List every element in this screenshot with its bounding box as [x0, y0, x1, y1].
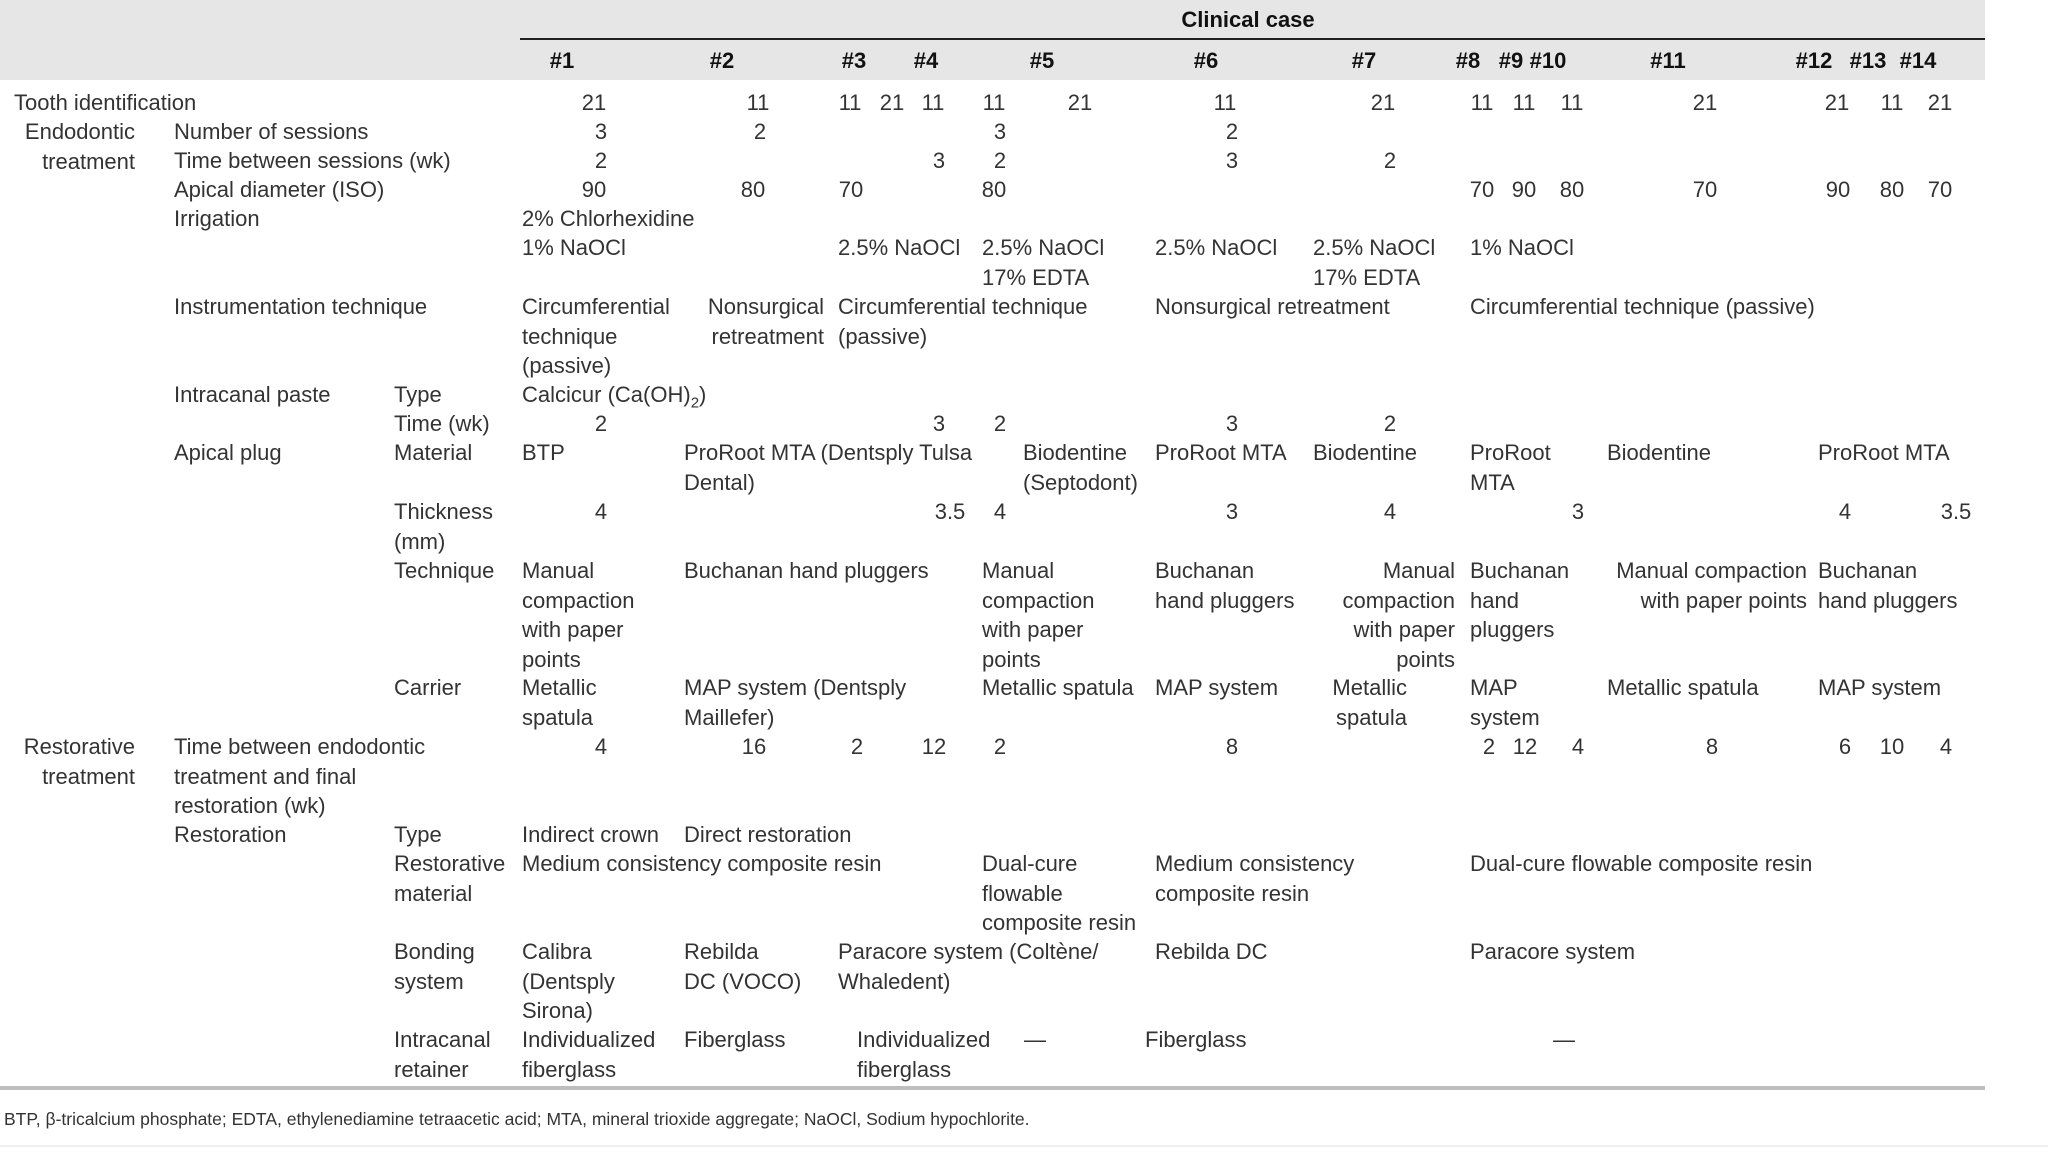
apical-diameter-value: 80	[981, 177, 1007, 202]
paste-time-value: 2	[594, 411, 608, 436]
row-label-number-of-sessions: Number of sessions	[174, 119, 369, 144]
retainer-case-5: —	[1024, 1027, 1046, 1052]
plug-carrier-case-11: Metallic spatula	[1607, 675, 1759, 700]
row-label-plug-thickness: Thickness (mm)	[394, 499, 494, 554]
bonding-system-case-8: Paracore system	[1470, 939, 1636, 964]
case-header-10: #10	[1529, 48, 1567, 73]
apical-diameter-value: 70	[1469, 177, 1495, 202]
tooth-id: 21	[1067, 90, 1093, 115]
bonding-system-case-6: Rebilda DC	[1155, 939, 1268, 964]
plug-thickness-value: 3	[1225, 499, 1239, 524]
irrigation-naocl-edta: 2.5% NaOCl 17% EDTA	[1313, 235, 1436, 290]
instrumentation-case-8: Circumferential technique (passive)	[1470, 294, 1815, 319]
plug-thickness-value: 4	[993, 499, 1007, 524]
plug-carrier-case-2: MAP system (Dentsply Maillefer)	[684, 675, 907, 730]
tooth-id: 11	[1560, 90, 1584, 115]
time-between-sessions-value: 2	[1383, 148, 1397, 173]
time-between-sessions-value: 3	[932, 148, 946, 173]
instrumentation-case-2: Nonsurgical retreatment	[707, 294, 824, 349]
plug-thickness-value: 4	[1383, 499, 1397, 524]
case-header-4: #4	[913, 48, 939, 73]
instrumentation-case-1: Circumferential technique (passive)	[522, 294, 670, 378]
row-label-apical-plug: Apical plug	[174, 440, 282, 465]
row-label-paste-time: Time (wk)	[394, 411, 490, 436]
row-label-restorative-treatment: Restorative treatment	[23, 734, 135, 789]
tooth-id: 11	[746, 90, 770, 115]
case-header-12: #12	[1795, 48, 1833, 73]
header-rule	[520, 38, 1985, 40]
case-header-1: #1	[549, 48, 575, 73]
tooth-id: 21	[1370, 90, 1396, 115]
case-header-2: #2	[709, 48, 735, 73]
plug-thickness-value: 4	[594, 499, 608, 524]
plug-material-case-12: ProRoot MTA	[1818, 440, 1950, 465]
tooth-id: 11	[1512, 90, 1536, 115]
retainer-case-2: Fiberglass	[684, 1027, 786, 1052]
tooth-id: 11	[838, 90, 862, 115]
restorative-material-case-1: Medium consistency composite resin	[522, 851, 882, 876]
irrigation-naocl-2-5pct: 2.5% NaOCl	[1155, 235, 1278, 260]
apical-diameter-value: 70	[1692, 177, 1718, 202]
paste-time-value: 3	[1225, 411, 1239, 436]
restorative-material-case-8: Dual-cure flowable composite resin	[1470, 851, 1813, 876]
retainer-case-6: Fiberglass	[1145, 1027, 1247, 1052]
case-header-6: #6	[1193, 48, 1219, 73]
apical-diameter-value: 90	[1825, 177, 1851, 202]
row-label-apical-diameter: Apical diameter (ISO)	[174, 177, 385, 202]
time-to-restoration-value: 8	[1705, 734, 1719, 759]
row-label-restoration: Restoration	[174, 822, 287, 847]
time-between-sessions-value: 3	[1225, 148, 1239, 173]
plug-thickness-value: 3.5	[934, 499, 966, 524]
row-label-time-between-sessions: Time between sessions (wk)	[174, 148, 451, 173]
paste-type-subscript: 2	[690, 394, 700, 412]
apical-diameter-value: 90	[581, 177, 607, 202]
time-to-restoration-value: 6	[1838, 734, 1852, 759]
paste-time-value: 2	[1383, 411, 1397, 436]
tooth-id: 11	[921, 90, 945, 115]
plug-technique-case-6: Buchanan hand pluggers	[1155, 558, 1295, 613]
irrigation-naocl-edta: 2.5% NaOCl 17% EDTA	[982, 235, 1105, 290]
table-bottom-rule	[0, 1086, 1985, 1090]
paste-type-text-end: )	[699, 382, 707, 407]
case-header-14: #14	[1899, 48, 1937, 73]
plug-material-case-1: BTP	[522, 440, 565, 465]
time-to-restoration-value: 2	[850, 734, 864, 759]
row-label-plug-technique: Technique	[394, 558, 495, 583]
plug-material-case-6: ProRoot MTA	[1155, 440, 1287, 465]
plug-material-case-5: Biodentine (Septodont)	[1023, 440, 1138, 495]
apical-diameter-value: 80	[1559, 177, 1585, 202]
time-to-restoration-value: 10	[1879, 734, 1905, 759]
plug-technique-case-11: Manual compaction with paper points	[1616, 558, 1807, 613]
row-label-bonding-system: Bonding system	[394, 939, 475, 994]
plug-technique-case-2: Buchanan hand pluggers	[684, 558, 929, 583]
apical-diameter-value: 70	[838, 177, 864, 202]
instrumentation-case-6: Nonsurgical retreatment	[1155, 294, 1390, 319]
time-to-restoration-value: 12	[1512, 734, 1538, 759]
retainer-case-3: Individualized fiberglass	[857, 1027, 991, 1082]
row-label-restorative-material: Restorative material	[394, 851, 506, 906]
restoration-type-case-2: Direct restoration	[684, 822, 852, 847]
plug-carrier-case-12: MAP system	[1818, 675, 1942, 700]
plug-thickness-value: 4	[1838, 499, 1852, 524]
sessions-value: 2	[753, 119, 767, 144]
restoration-type-case-1: Indirect crown	[522, 822, 659, 847]
retainer-case-1: Individualized fiberglass	[522, 1027, 656, 1082]
paste-type-text: Calcicur (Ca(OH)	[522, 382, 691, 407]
tooth-id: 21	[581, 90, 607, 115]
plug-carrier-case-6: MAP system	[1155, 675, 1279, 700]
tooth-id: 11	[1213, 90, 1237, 115]
irrigation-naocl-1pct: 1% NaOCl	[522, 235, 626, 260]
plug-technique-case-1: Manual compaction with paper points	[522, 558, 635, 672]
time-between-sessions-value: 2	[993, 148, 1007, 173]
table-footnote: BTP, β-tricalcium phosphate; EDTA, ethylenediamine tetraacetic acid; MTA, mineral trioxide aggregate; NaOCl, Sodium hypochlorite.	[4, 1109, 1030, 1129]
time-to-restoration-value: 12	[921, 734, 947, 759]
plug-material-case-2: ProRoot MTA (Dentsply Tulsa Dental)	[684, 440, 973, 495]
row-label-tooth-identification: Tooth identification	[14, 90, 197, 115]
sessions-value: 3	[993, 119, 1007, 144]
tooth-id: 21	[1824, 90, 1850, 115]
row-label-plug-carrier: Carrier	[394, 675, 462, 700]
instrumentation-case-3: Circumferential technique (passive)	[838, 294, 1088, 349]
apical-diameter-value: 80	[1879, 177, 1905, 202]
plug-technique-case-8: Buchanan hand pluggers	[1470, 558, 1570, 642]
time-to-restoration-value: 4	[594, 734, 608, 759]
plug-technique-case-7: Manual compaction with paper points	[1342, 558, 1455, 672]
time-to-restoration-value: 2	[993, 734, 1007, 759]
row-label-intracanal-paste: Intracanal paste	[174, 382, 331, 407]
case-header-9: #9	[1498, 48, 1524, 73]
plug-technique-case-12: Buchanan hand pluggers	[1818, 558, 1958, 613]
row-label-intracanal-retainer: Intracanal retainer	[394, 1027, 491, 1082]
tooth-id: 11	[1880, 90, 1904, 115]
row-label-instrumentation-technique: Instrumentation technique	[174, 294, 428, 319]
tooth-id: 21	[879, 90, 905, 115]
plug-thickness-value: 3	[1571, 499, 1585, 524]
apical-diameter-value: 70	[1927, 177, 1953, 202]
time-to-restoration-value: 16	[741, 734, 767, 759]
restorative-material-case-6: Medium consistency composite resin	[1155, 851, 1355, 906]
bonding-system-case-3: Paracore system (Coltène/ Whaledent)	[838, 939, 1099, 994]
row-label-plug-material: Material	[394, 440, 473, 465]
plug-technique-case-5: Manual compaction with paper points	[982, 558, 1095, 672]
plug-carrier-case-7: Metallic spatula	[1332, 675, 1407, 730]
plug-material-case-11: Biodentine	[1607, 440, 1711, 465]
apical-diameter-value: 80	[740, 177, 766, 202]
time-to-restoration-value: 4	[1571, 734, 1585, 759]
tooth-id: 21	[1692, 90, 1718, 115]
group-header-clinical-case: Clinical case	[1181, 7, 1315, 32]
apical-diameter-value: 90	[1511, 177, 1537, 202]
restorative-material-case-5: Dual-cure flowable composite resin	[982, 851, 1137, 935]
tooth-id: 11	[982, 90, 1006, 115]
paste-time-value: 3	[932, 411, 946, 436]
time-to-restoration-value: 8	[1225, 734, 1239, 759]
bonding-system-case-2: Rebilda DC (VOCO)	[684, 939, 802, 994]
bonding-system-case-1: Calibra (Dentsply Sirona)	[522, 939, 615, 1023]
time-to-restoration-value: 4	[1939, 734, 1953, 759]
plug-thickness-value: 3.5	[1940, 499, 1972, 524]
paste-time-value: 2	[993, 411, 1007, 436]
margin-strip	[1985, 0, 2048, 1152]
row-label-endodontic-treatment: Endodontic treatment	[24, 119, 135, 174]
page-edge-rule	[0, 1145, 2048, 1147]
row-label-paste-type: Type	[394, 382, 442, 407]
plug-material-case-7: Biodentine	[1313, 440, 1417, 465]
sessions-value: 2	[1225, 119, 1239, 144]
time-to-restoration-value: 2	[1482, 734, 1496, 759]
tooth-id: 11	[1470, 90, 1494, 115]
case-header-8: #8	[1455, 48, 1481, 73]
case-header-7: #7	[1351, 48, 1377, 73]
case-header-11: #11	[1650, 48, 1686, 73]
plug-carrier-case-1: Metallic spatula	[522, 675, 597, 730]
row-label-restoration-type: Type	[394, 822, 442, 847]
case-header-5: #5	[1029, 48, 1055, 73]
irrigation-naocl-1pct: 1% NaOCl	[1470, 235, 1574, 260]
case-header-3: #3	[841, 48, 867, 73]
tooth-id: 21	[1927, 90, 1953, 115]
row-label-irrigation: Irrigation	[174, 206, 260, 231]
plug-material-case-8: ProRoot MTA	[1470, 440, 1551, 495]
irrigation-naocl-2-5pct: 2.5% NaOCl	[838, 235, 961, 260]
time-between-sessions-value: 2	[594, 148, 608, 173]
irrigation-chlorhexidine: 2% Chlorhexidine	[522, 206, 695, 231]
plug-carrier-case-8: MAP system	[1470, 675, 1540, 730]
case-header-13: #13	[1849, 48, 1887, 73]
retainer-case-8: —	[1553, 1027, 1575, 1052]
plug-carrier-case-5: Metallic spatula	[982, 675, 1134, 700]
row-label-time-to-restoration: Time between endodontic treatment and final restoration (wk)	[174, 734, 426, 818]
sessions-value: 3	[594, 119, 608, 144]
